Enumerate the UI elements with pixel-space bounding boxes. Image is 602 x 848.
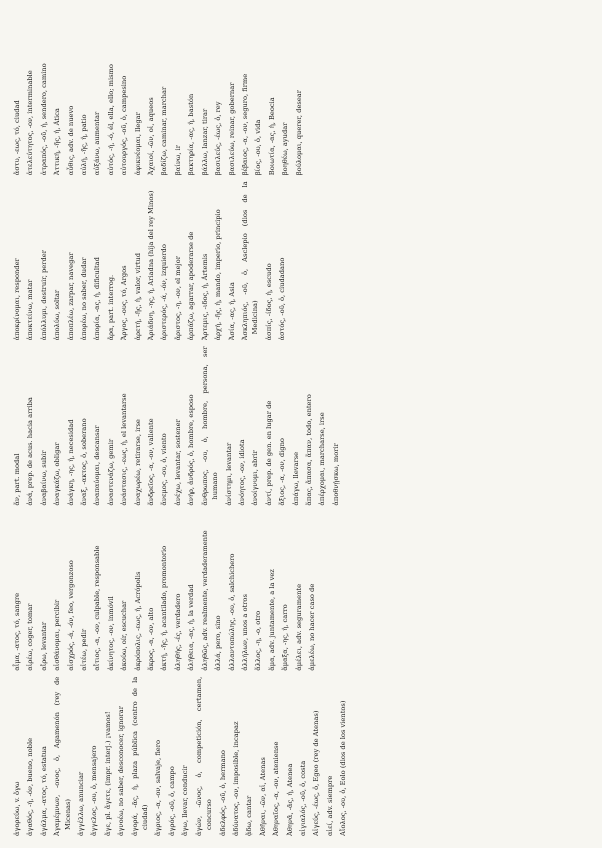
- glossary-entry: Αἰγεύς, -έως, ὁ, Egeo (rey de Atenas): [312, 710, 321, 836]
- glossary-entry: ἀγρός, -οῦ, ὁ, campo: [167, 766, 176, 836]
- glossary-entry: ἀποκτείνω, matar: [26, 279, 35, 341]
- glossary-entry: ἀριστερός, -ά, -όν, izquierdo: [160, 244, 169, 341]
- glossary-entry: ἀλλαντοπώλης, -ου, ὁ, salchichero: [227, 553, 236, 671]
- glossary-entry: βαδίζω, caminar, marchar: [160, 86, 169, 176]
- glossary-entry: ἀγορεύω, v. ὄγω: [13, 781, 21, 836]
- glossary-entry: ἄγω, llevar, conducir: [181, 765, 190, 836]
- glossary-entry: αἰσχρός, -ά, -όν, feo, vergonzoso: [66, 560, 75, 671]
- glossary-entry: ἀγορά, -ᾶς, ἡ, plaza pública (centro de la ciudad): [130, 676, 150, 836]
- glossary-entry: βάλλω, lanzar, tirar: [200, 108, 209, 176]
- glossary-entry: ἄγριος, -α, -ον, salvaje, fiero: [154, 740, 163, 836]
- glossary-entry: βασιλεύω, reinar, gobernar: [227, 82, 236, 176]
- glossary-entry: ἀναγκάζω, obligar: [53, 442, 62, 506]
- glossary-entry: Αἴολος, -ου, ὁ, Eolo (dios de los vientos): [339, 700, 348, 836]
- glossary-entry: ἀντί, prep. de gen. en lugar de: [264, 400, 273, 506]
- glossary-entry: ἀγγέλλω, anunciar: [77, 771, 86, 836]
- glossary-entry: ἀρπάζω, agarrar, apoderarse de: [187, 231, 196, 341]
- glossary-entry: ᾄδω, cantar: [245, 795, 254, 836]
- glossary-entry: ἀναχωρέω, retirarse, irse: [133, 419, 142, 506]
- glossary-entry: Ἄργος, -ους, τό, Argos: [120, 265, 129, 341]
- glossary-entry: ἄναξ, -ακτος, ὁ, soberano: [80, 418, 89, 506]
- glossary-entry: αἰτέω, pedir: [80, 628, 89, 671]
- glossary-entry: ἀναβαίνω, subir: [39, 450, 48, 506]
- glossary-entry: ἀληθής, -ές, verdadero: [173, 593, 182, 671]
- glossary-entry: ἄγε, pl. ἄγετε, (impr. interj.) ¡vamos!: [103, 711, 112, 836]
- glossary-entry: ἅμαξα, -ης, ἡ, carro: [281, 604, 290, 671]
- glossary-entry: Ἀσκληπιός, -οῦ, ὁ, Asclepio (dios de la Medicina): [240, 181, 260, 341]
- glossary-entry: ἅμα, adv. juntamente, a la vez: [267, 569, 276, 671]
- glossary-entry: αἴτιος, -α, -ον, culpable, responsable: [93, 545, 102, 671]
- glossary-entry: αἱρέω, coger, tomar: [26, 603, 35, 671]
- glossary-entry: ἄκρος, -α, -ον, alto: [147, 607, 156, 671]
- glossary-entry: ἀπορέω, no saber, dudar: [80, 257, 89, 341]
- glossary-entry: ἀνίστημι, levantar: [224, 442, 233, 506]
- glossary-entry: ἀνήρ, ἀνδρός, ὁ, hombre, esposo: [187, 394, 196, 506]
- glossary-entry: ἄστυ, -εως, τό, ciudad: [13, 100, 21, 176]
- glossary-entry: αἰσθάνομαι, percibir: [53, 599, 62, 671]
- glossary-entry: Ἀριάδνη, -ης, ἡ, Ariadna (hija del rey Minos): [147, 190, 156, 341]
- glossary-entry: ἀστός, -οῦ, ὁ, ciudadano: [278, 257, 287, 341]
- glossary-entry: ἀληθῶς, adv. realmente, verdaderamente: [200, 530, 209, 671]
- glossary-entry: Ἀθηνᾶ, -ᾶς, ἡ, Atenea: [285, 763, 294, 836]
- glossary-entry: ἀγάλμα, -ατος, τό, estatua: [39, 746, 48, 836]
- glossary-entry: αὐτουργός, -οῦ, ὁ, campesino: [120, 75, 129, 176]
- glossary-entry: ἀνάγκη, -ης, ἡ, necesidad: [66, 419, 75, 506]
- glossary-entry: ἀφικνέομαι, llegar: [133, 112, 142, 176]
- glossary-entry: ἀγών, -ῶνος, ὁ, competición, certamen, concurso: [194, 676, 214, 836]
- glossary-entry: Ἀγαμέμνων, -ονος, ὁ, Agamenón (rey de Micenas): [53, 676, 72, 836]
- glossary-entry: ἀμέλει, adv. seguramente: [294, 583, 303, 671]
- glossary-entry: αἰεί, adv. siempre: [325, 775, 334, 836]
- glossary-entry: ἄνθρωπος, -ου, ὁ, hombre, persona, ser humano: [200, 346, 220, 506]
- glossary-entry: ἀνοίγνυμι, abrir: [251, 450, 260, 506]
- glossary-entry: ἀσπίς, -ίδος, ἡ, escudo: [264, 263, 273, 341]
- glossary-entry: ἀρετή, -ῆς, ἡ, valor, virtud: [133, 252, 142, 341]
- glossary-entry: ἀρχή, -ῆς, ἡ, mando, imperio, principio: [214, 209, 223, 341]
- glossary-entry: Βοιωτία, -ας, ἡ, Beocia: [267, 97, 276, 176]
- glossary-entry: βούλομαι, querer, desear: [294, 90, 303, 176]
- glossary-entry: ἀπορία, -ας, ἡ, dificultad: [93, 257, 102, 341]
- glossary-entry: ἀκρόπολις, -εως, ἡ, Acrópolis: [133, 571, 142, 671]
- glossary-entry: ἄλλος, -η, -ο, otro: [254, 610, 263, 671]
- glossary-entry: βέβαιος, -α, -ον, seguro, firme: [240, 73, 249, 176]
- glossary-entry: ἀναπαύομαι, descansar: [93, 425, 102, 506]
- glossary-entry: βασιλεύς, -έως, ὁ, rey: [214, 101, 223, 176]
- glossary-entry: αὐξάνω, aumentar: [93, 111, 102, 176]
- glossary-column: [12, 346, 590, 505]
- glossary-entry: αἷμα, -ατος, τό, sangre: [13, 592, 21, 671]
- glossary-column: [12, 16, 590, 175]
- glossary-entry: αὖθις, adv. de nuevo: [66, 105, 75, 176]
- glossary-entry: ἄρα, part. interrog.: [106, 274, 115, 341]
- glossary-entry: ἀνά, prep. de acus. hacia arriba: [26, 397, 35, 506]
- glossary-entry: ἀποθνῄσκω, morir: [331, 443, 340, 506]
- glossary-entry: ἀνέχω, levantar, sostener: [173, 419, 182, 506]
- glossary-entry: ἀδύνατος, -ον, imposible, incapaz: [231, 721, 240, 836]
- glossary-entry: βαίνω, ir: [173, 145, 182, 176]
- glossary-entry: Ἀθῆναι, -ῶν, αἱ, Atenas: [258, 757, 267, 836]
- glossary-entry: ἀνόητος, -ον, idiota: [237, 439, 246, 506]
- glossary-entry: ἀδελφός, -οῦ, ὁ, hermano: [218, 750, 227, 836]
- glossary-column: [12, 677, 590, 836]
- glossary-entry: ἀτελεύτητος, -ον, interminable: [26, 70, 35, 176]
- glossary-entry: ἄνεμος, -ου, ὁ, viento: [160, 433, 169, 506]
- glossary-entry: αὐλή, -ῆς, ἡ, patio: [80, 114, 89, 176]
- glossary-entry: ἀμελέω, no hacer caso de: [307, 583, 316, 671]
- glossary-entry: ἀναστενάζω, gemir: [106, 438, 115, 506]
- glossary-entry: ἀγαθός, -ή, -όν, bueno, noble: [26, 737, 35, 836]
- glossary-entry: ἅπας, ἅπασα, ἅπαν, todo, entero: [304, 394, 313, 506]
- glossary-entry: ἀπολύω, soltar: [53, 289, 62, 341]
- glossary-entry: ἀπόλλυμι, destruir, perder: [39, 250, 48, 341]
- glossary-entry: ἀκτή, -ῆς, ἡ, acantilado, promontorio: [160, 545, 169, 671]
- glossary-entry: ἀτραπός, -οῦ, ἡ, sendero, camino: [39, 63, 48, 176]
- glossary-columns: [12, 16, 590, 836]
- glossary-entry: ἄνδρεῖος, -α, -ον, valiente: [147, 418, 156, 506]
- glossary-entry: αὐτός, -ή, -ό, él, ella, ello; mismo: [106, 64, 115, 176]
- glossary-column: [12, 181, 590, 340]
- glossary-entry: ἀκίνητος, -ον, inmóvil: [106, 596, 115, 671]
- glossary-entry: βοηθέω, ayudar: [281, 122, 290, 176]
- glossary-entry: ἀπάγω, llevarse: [291, 451, 300, 506]
- glossary-entry: ἀκούω, oír, escuchar: [120, 600, 129, 671]
- glossary-entry: βίος, -ου, ὁ, vida: [254, 119, 263, 176]
- glossary-entry: ἀπέρχομαι, marcharse, irse: [318, 412, 327, 506]
- glossary-entry: ἀλλήλων, unos a otros: [240, 594, 249, 671]
- glossary-entry: ἄν, part. modal: [13, 453, 21, 506]
- glossary-entry: αἰγιαλός, -οῦ, ὁ, costa: [298, 760, 307, 836]
- glossary-entry: Ἄρτεμις, -ιδος, ἡ, Ártemis: [200, 253, 209, 341]
- glossary-entry: βακτηρία, -ας, ἡ, bastón: [187, 93, 196, 176]
- glossary-entry: αἴρω, levantar: [39, 621, 48, 671]
- glossary-entry: ἀποπλέω, zarpar, navegar: [66, 252, 75, 341]
- glossary-entry: ἀποκρίνομαι, responder: [13, 258, 21, 341]
- glossary-entry: ἄγγελος, -ου, ὁ, mensajero: [90, 745, 99, 836]
- glossary-entry: ἀλήθεια, -ας, ἡ, la verdad: [187, 584, 196, 671]
- glossary-entry: ἀγνοέω, no saber, desconocer, ignorar: [117, 706, 126, 836]
- glossary-entry: Ἀττική, -ῆς, ἡ, Ática: [53, 108, 62, 176]
- glossary-entry: ἀνάστασις, -εως, ἡ, el levantarse: [120, 393, 129, 506]
- glossary-entry: Ἀχαιοί, -ῶν, οἱ, aqueos: [147, 97, 156, 176]
- glossary-entry: ἄριστος, -η, -ον, el mejor: [173, 256, 182, 341]
- glossary-entry: Ἀθηναῖος, -α, -ον, ateniense: [272, 741, 281, 836]
- glossary-entry: Ἀσία, -ας, ἡ, Asia: [227, 282, 236, 341]
- glossary-entry: ἀλλά, pero, sino: [214, 615, 223, 671]
- glossary-column: [12, 512, 590, 671]
- glossary-entry: ἄξιος, -α, -ον, digno: [278, 438, 287, 506]
